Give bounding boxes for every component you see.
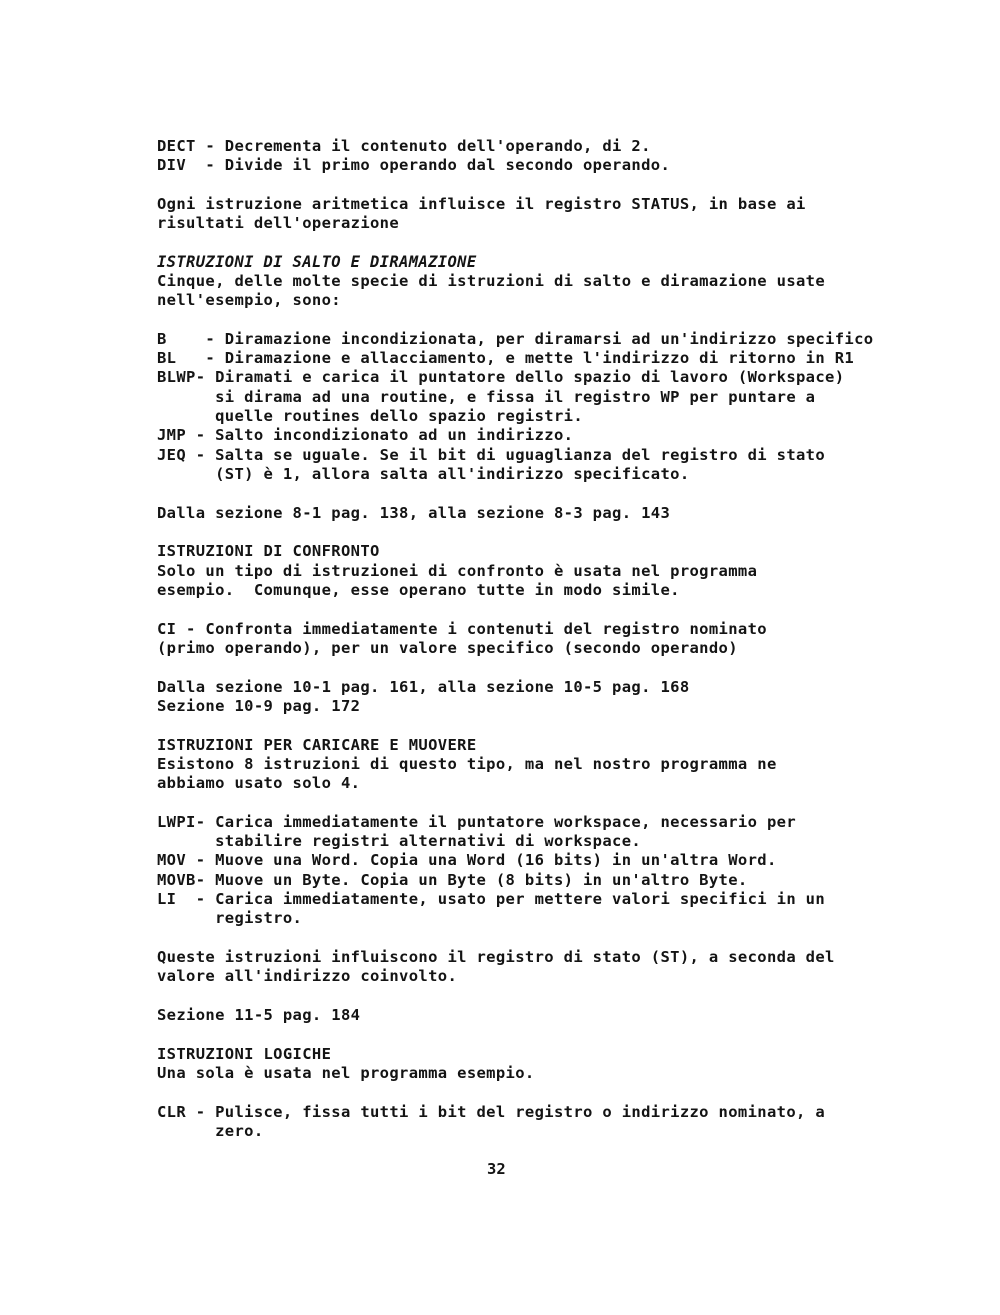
text-line-movb: MOVB- Muove un Byte. Copia un Byte (8 bits) in un'altro Byte. xyxy=(157,871,748,889)
text-line: Una sola è usata nel programma esempio. xyxy=(157,1064,535,1082)
text-line: Queste istruzioni influiscono il registro di stato (ST), a seconda del xyxy=(157,948,835,966)
text-line: si dirama ad una routine, e fissa il registro WP per puntare a xyxy=(157,388,816,406)
section-heading-salto: ISTRUZIONI DI SALTO E DIRAMAZIONE xyxy=(157,253,477,271)
text-line-li: LI - Carica immediatamente, usato per mettere valori specifici in un xyxy=(157,890,826,908)
text-line-reference: Sezione 11-5 pag. 184 xyxy=(157,1006,361,1024)
text-line-reference: Dalla sezione 8-1 pag. 138, alla sezione 8-3 pag. 143 xyxy=(157,504,671,522)
text-line-dect: DECT - Decrementa il contenuto dell'operando, di 2. xyxy=(157,137,651,155)
text-line: nell'esempio, sono: xyxy=(157,291,341,309)
text-line: quelle routines dello spazio registri. xyxy=(157,407,583,425)
text-line-ci: CI - Confronta immediatamente i contenuti del registro nominato xyxy=(157,620,767,638)
section-heading-caricare: ISTRUZIONI PER CARICARE E MUOVERE xyxy=(157,736,477,754)
text-line-mov: MOV - Muove una Word. Copia una Word (16 bits) in un'altra Word. xyxy=(157,851,777,869)
text-line: Cinque, delle molte specie di istruzioni di salto e diramazione usate xyxy=(157,272,826,290)
text-line-bl: BL - Diramazione e allacciamento, e mette l'indirizzo di ritorno in R1 xyxy=(157,349,855,367)
text-line: Esistono 8 istruzioni di questo tipo, ma nel nostro programma ne xyxy=(157,755,777,773)
section-heading-confronto: ISTRUZIONI DI CONFRONTO xyxy=(157,542,380,560)
text-line-clr: CLR - Pulisce, fissa tutti i bit del registro o indirizzo nominato, a xyxy=(157,1103,826,1121)
text-line-reference: Sezione 10-9 pag. 172 xyxy=(157,697,361,715)
text-line-b: B - Diramazione incondizionata, per diramarsi ad un'indirizzo specifico xyxy=(157,330,874,348)
text-line: Solo un tipo di istruzionei di confronto è usata nel programma xyxy=(157,562,758,580)
text-line-blwp: BLWP- Diramati e carica il puntatore dello spazio di lavoro (Workspace) xyxy=(157,368,845,386)
text-line: (primo operando), per un valore specifico (secondo operando) xyxy=(157,639,738,657)
text-line: zero. xyxy=(157,1122,264,1140)
text-line-div: DIV - Divide il primo operando dal secondo operando. xyxy=(157,156,671,174)
text-line: stabilire registri alternativi di workspace. xyxy=(157,832,642,850)
text-line-lwpi: LWPI- Carica immediatamente il puntatore workspace, necessario per xyxy=(157,813,796,831)
text-line-jmp: JMP - Salto incondizionato ad un indirizzo. xyxy=(157,426,574,444)
text-line: Ogni istruzione aritmetica influisce il registro STATUS, in base ai xyxy=(157,195,806,213)
text-line: valore all'indirizzo coinvolto. xyxy=(157,967,458,985)
text-line-reference: Dalla sezione 10-1 pag. 161, alla sezione 10-5 pag. 168 xyxy=(157,678,690,696)
page-number: 32 xyxy=(487,1160,506,1178)
text-line-jeq: JEQ - Salta se uguale. Se il bit di uguaglianza del registro di stato xyxy=(157,446,826,464)
section-heading-logiche: ISTRUZIONI LOGICHE xyxy=(157,1045,332,1063)
text-line: risultati dell'operazione xyxy=(157,214,400,232)
text-line: (ST) è 1, allora salta all'indirizzo specificato. xyxy=(157,465,690,483)
text-line: esempio. Comunque, esse operano tutte in modo simile. xyxy=(157,581,680,599)
text-line: registro. xyxy=(157,909,303,927)
text-line: abbiamo usato solo 4. xyxy=(157,774,361,792)
